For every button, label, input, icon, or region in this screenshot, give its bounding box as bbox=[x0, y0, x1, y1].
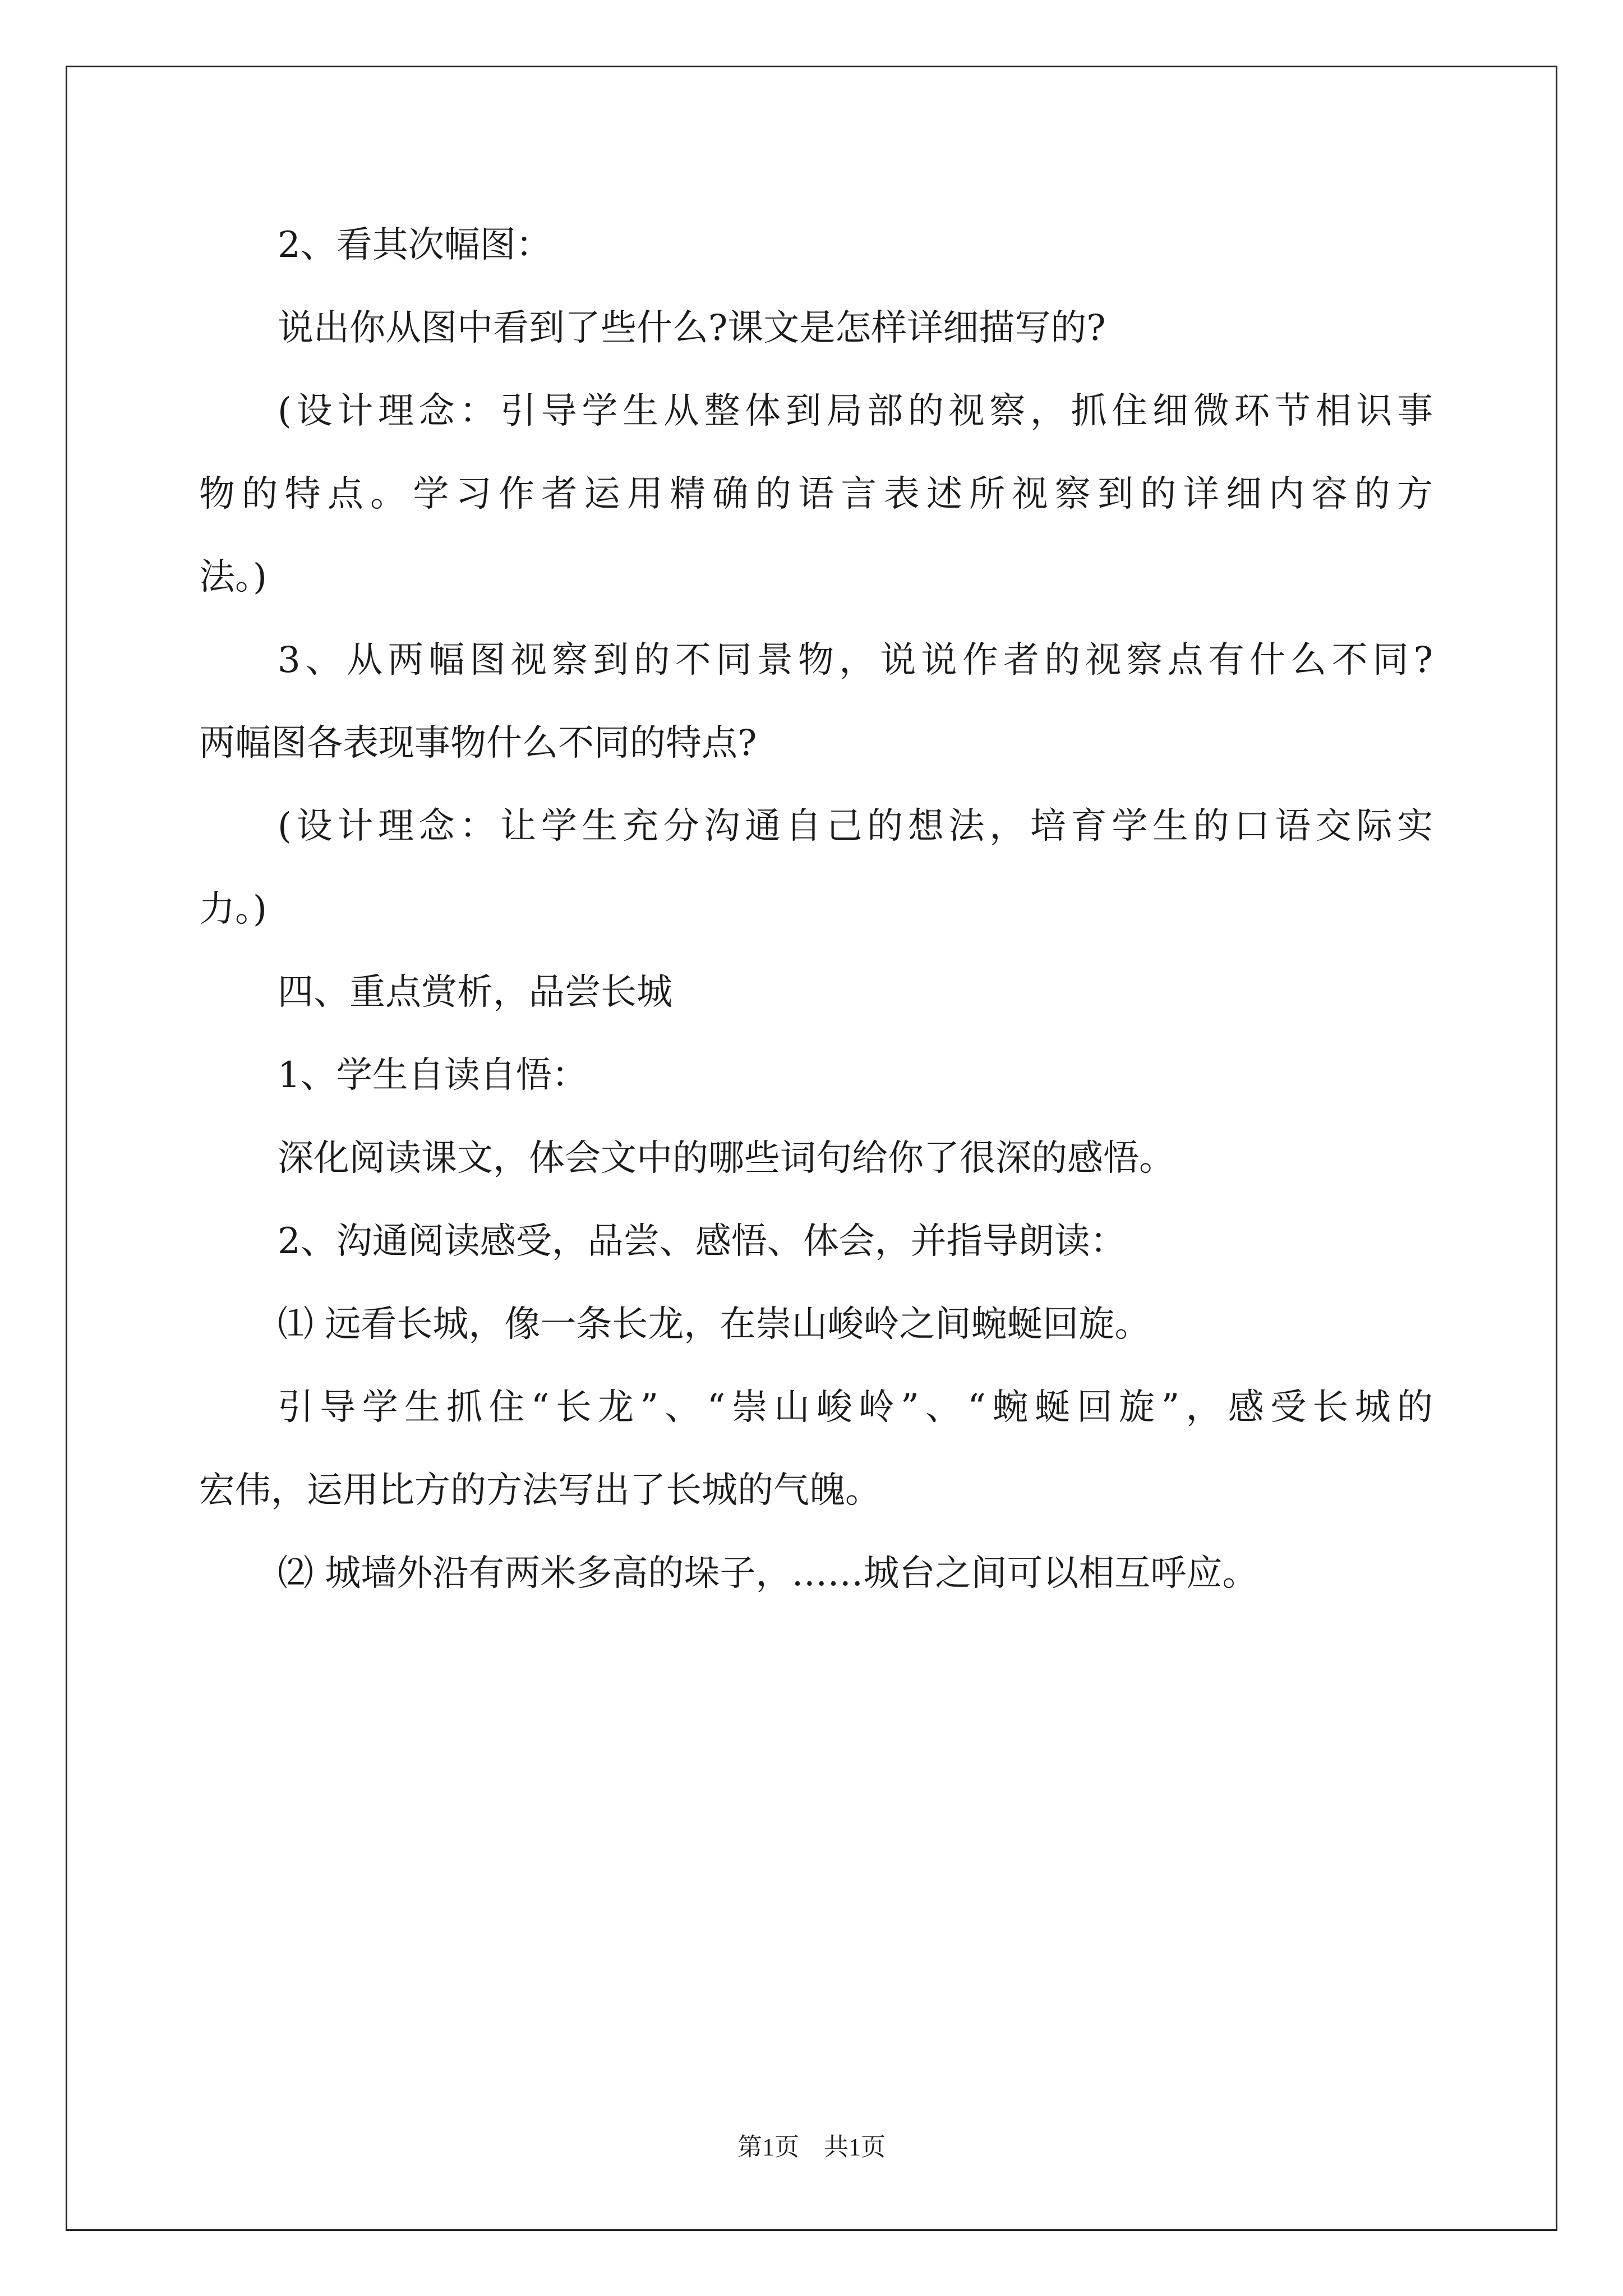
paragraph-guidance-line-1: 引导学生抓住“长龙”、“崇山峻岭”、“蜿蜒回旋”，感受长城的 bbox=[278, 1387, 1433, 1428]
paragraph-read-instruction: 深化阅读课文，体会文中的哪些词句给你了很深的感悟。 bbox=[278, 1138, 1175, 1179]
paragraph-design-note-1-line-3: 法。) bbox=[199, 556, 267, 598]
paragraph-guidance-line-2: 宏伟，运用比方的方法写出了长城的气魄。 bbox=[199, 1470, 881, 1511]
paragraph-design-note-1-line-2: 物的特点。学习作者运用精确的语言表述所视察到的详细内容的方 bbox=[199, 473, 1433, 515]
section-heading-4: 四、重点赏析，品尝长城 bbox=[278, 972, 672, 1013]
page-number-footer: 第1页 共1页 bbox=[737, 2133, 886, 2161]
paragraph-design-note-2-line-1: (设计理念：让学生充分沟通自己的想法，培育学生的口语交际实 bbox=[278, 806, 1433, 847]
paragraph-quote-2: ⑵ 城墙外沿有两米多高的垛子，……城台之间可以相互呼应。 bbox=[278, 1553, 1258, 1594]
paragraph-quote-1: ⑴ 远看长城，像一条长龙，在崇山峻岭之间蜿蜒回旋。 bbox=[278, 1304, 1151, 1345]
paragraph-step-1: 1、学生自读自悟： bbox=[278, 1055, 588, 1096]
paragraph-item-3-line-1: 3、从两幅图视察到的不同景物，说说作者的视察点有什么不同? bbox=[278, 639, 1433, 681]
paragraph-item-3-line-2: 两幅图各表现事物什么不同的特点? bbox=[199, 723, 757, 764]
paragraph-heading-2: 2、看其次幅图： bbox=[278, 224, 552, 266]
paragraph-step-2: 2、沟通阅读感受，品尝、感悟、体会，并指导朗读： bbox=[278, 1221, 1126, 1262]
paragraph-question: 说出你从图中看到了些什么?课文是怎样详细描写的? bbox=[278, 307, 1106, 349]
paragraph-design-note-1-line-1: (设计理念：引导学生从整体到局部的视察，抓住细微环节相识事 bbox=[278, 390, 1433, 432]
paragraph-design-note-2-line-2: 力。) bbox=[199, 889, 267, 930]
